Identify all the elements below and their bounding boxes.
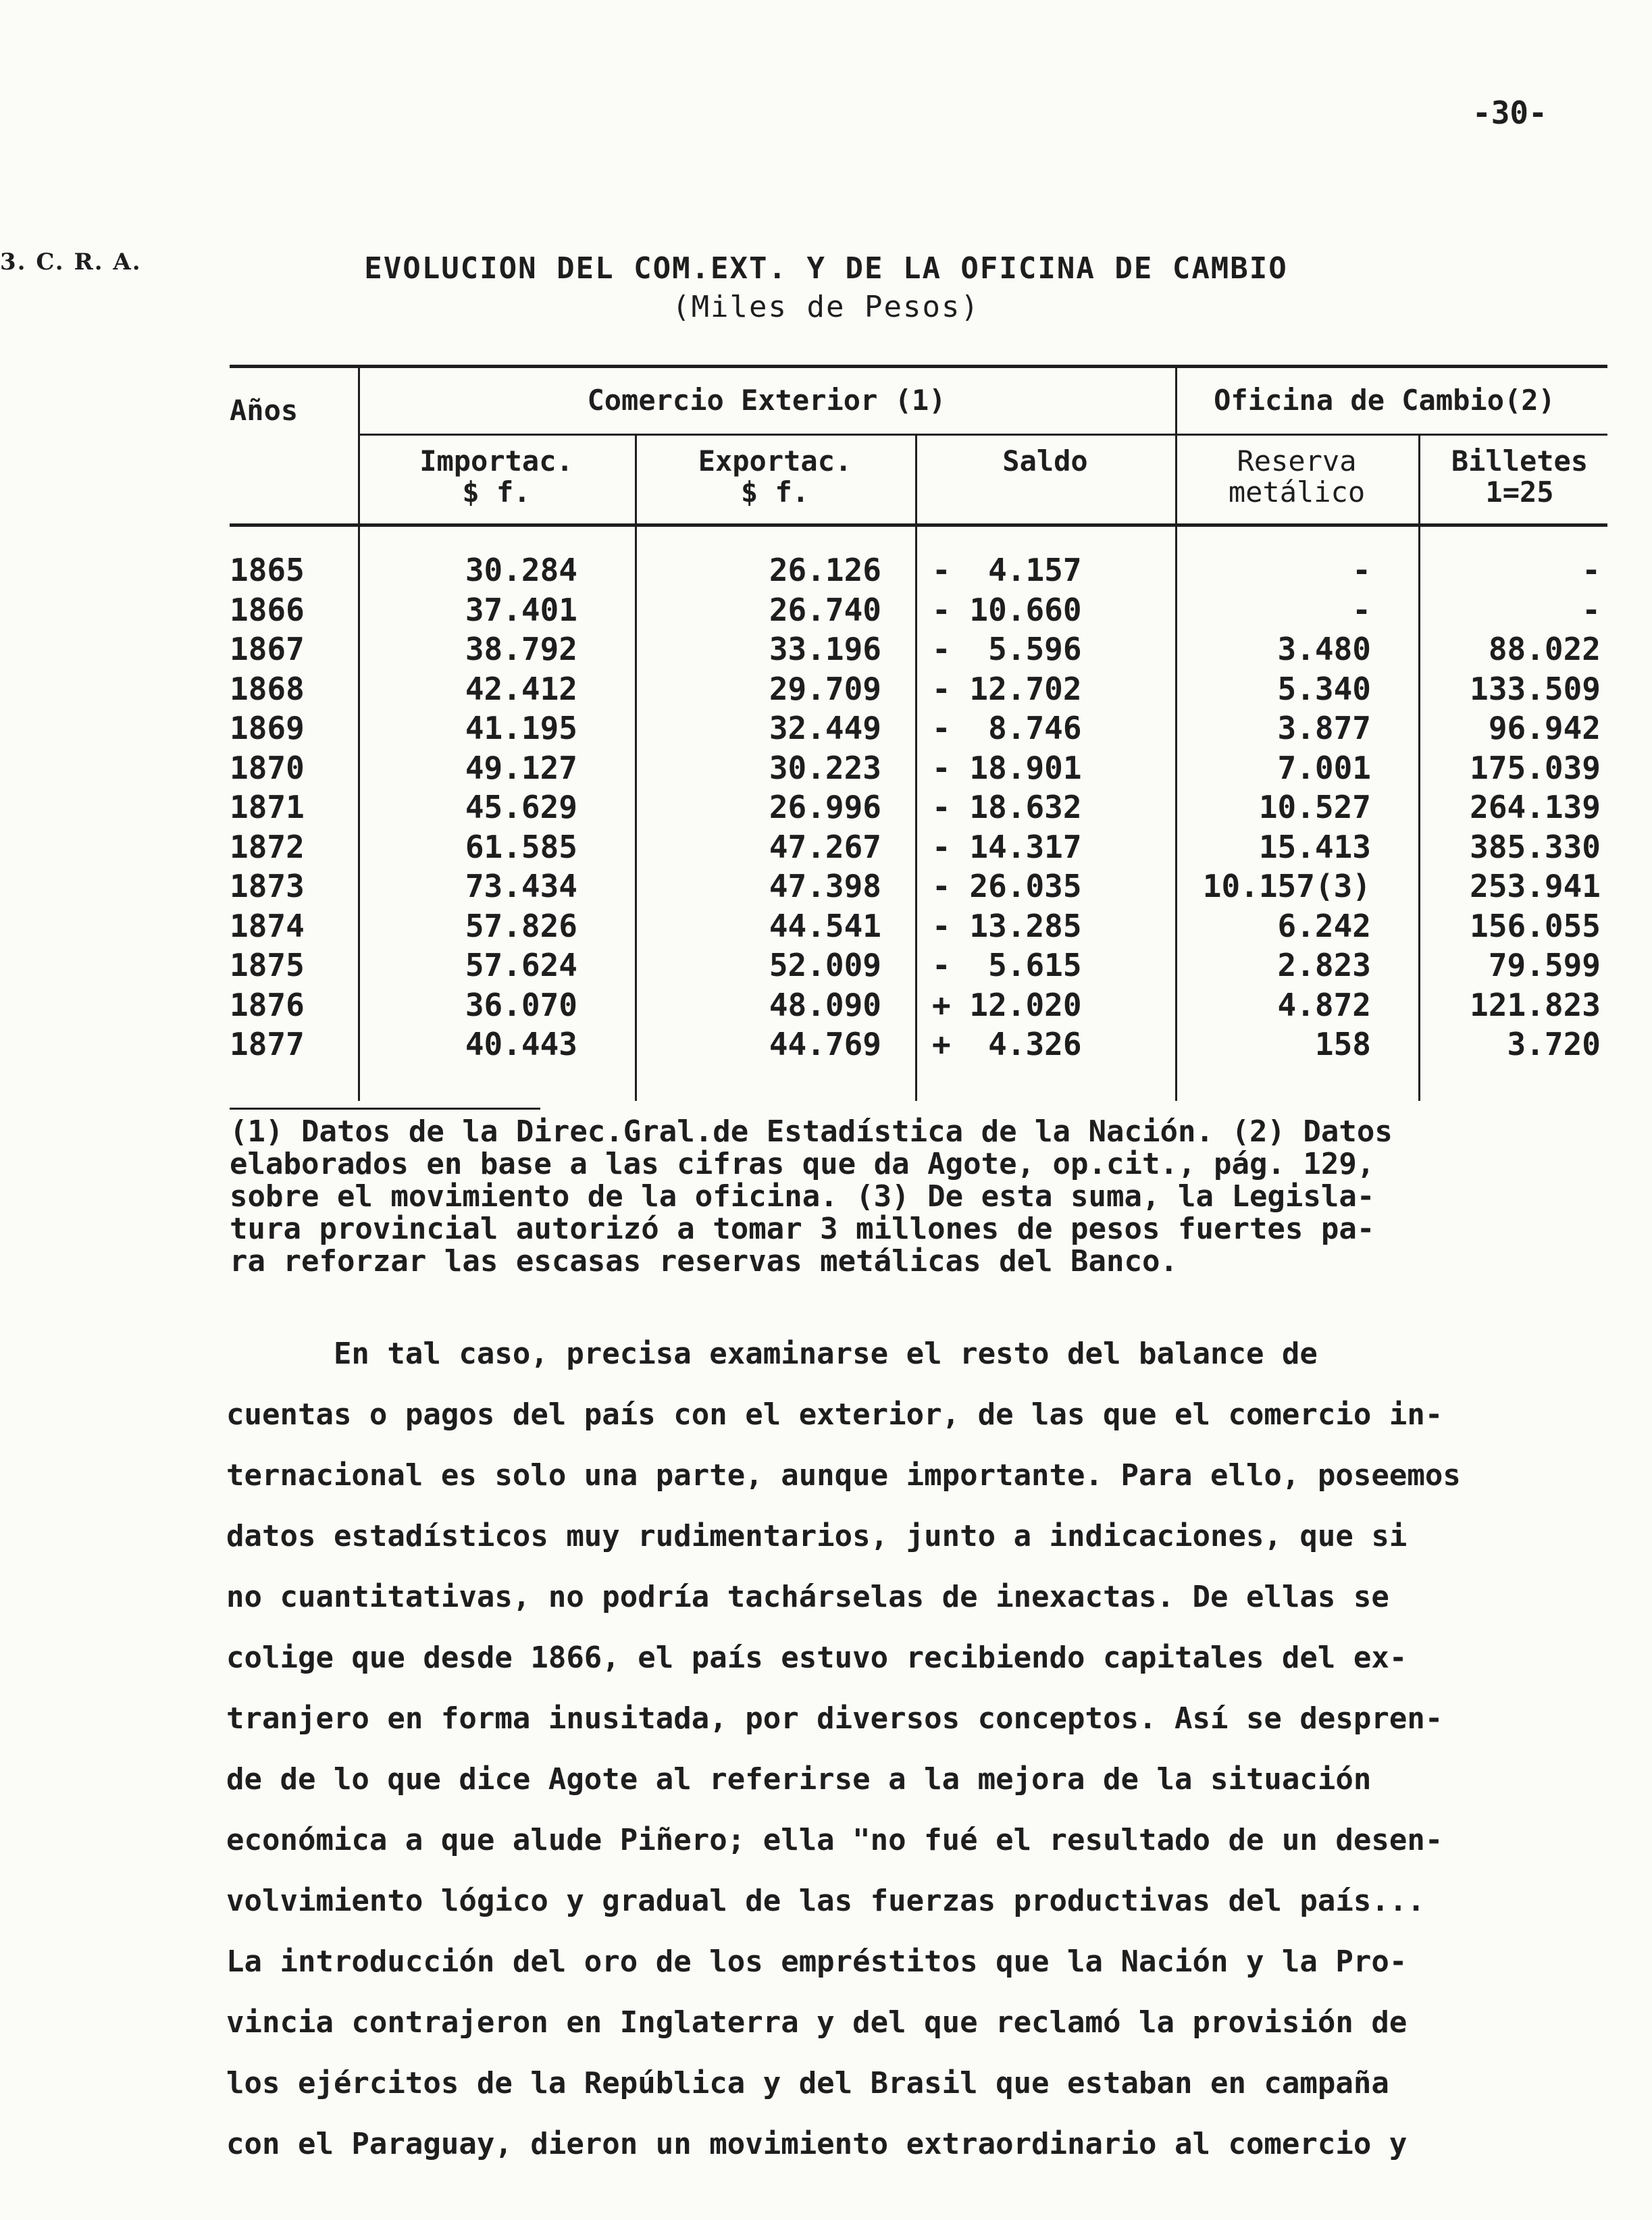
table-cell-saldo: - 26.035 — [932, 868, 1082, 904]
data-table — [230, 365, 1607, 1108]
table-cell-importac: 36.070 — [465, 986, 577, 1023]
table-cell-exportac: 30.223 — [769, 749, 881, 786]
table-cell-billetes: 96.942 — [1488, 710, 1601, 746]
table-cell-year: 1876 — [230, 986, 305, 1023]
table-cell-billetes: 264.139 — [1470, 789, 1601, 825]
title-line-2: (Miles de Pesos) — [672, 290, 980, 324]
title-line-1: EVOLUCION DEL COM.EXT. Y DE LA OFICINA DE CAMBIO — [364, 251, 1288, 286]
table-cell-importac: 42.412 — [465, 670, 577, 707]
header-years: Años — [230, 394, 299, 427]
table-cell-billetes: 88.022 — [1488, 631, 1601, 667]
table-cell-year: 1873 — [230, 868, 305, 904]
table-cell-importac: 30.284 — [465, 552, 577, 588]
table-cell-importac: 57.826 — [465, 907, 577, 944]
table-cell-reserva: 10.157(3) — [1202, 868, 1371, 904]
table-cell-saldo: - 13.285 — [932, 907, 1082, 944]
body-line: colige que desde 1866, el país estuvo recibiendo capitales del ex- — [226, 1641, 1408, 1675]
header-oficina-cambio: Oficina de Cambio(2) — [1214, 384, 1555, 417]
table-cell-importac: 37.401 — [465, 591, 577, 628]
body-line: no cuantitativas, no podría tachárselas de inexactas. De ellas se — [226, 1580, 1389, 1614]
table-cell-exportac: 26.740 — [769, 591, 881, 628]
header-comercio-exterior: Comercio Exterior (1) — [587, 384, 946, 417]
column-reserva — [1175, 550, 1371, 1064]
table-cell-importac: 57.624 — [465, 947, 577, 983]
table-cell-billetes: 133.509 — [1470, 670, 1601, 707]
table-cell-reserva: 6.242 — [1277, 907, 1371, 944]
table-cell-reserva: 158 — [1314, 1026, 1371, 1062]
table-cell-exportac: 47.398 — [769, 868, 881, 904]
table-cell-year: 1868 — [230, 670, 305, 707]
table-header-rule — [230, 523, 1607, 527]
table-cell-year: 1871 — [230, 789, 305, 825]
table-cell-year: 1866 — [230, 591, 305, 628]
body-line: los ejércitos de la República y del Brasil que estaban en campaña — [226, 2066, 1389, 2100]
table-cell-exportac: 26.126 — [769, 552, 881, 588]
body-line: ternacional es solo una parte, aunque importante. Para ello, poseemos — [226, 1458, 1461, 1493]
table-cell-saldo: + 4.326 — [932, 1026, 1082, 1062]
header-billetes: Billetes 1=25 — [1451, 444, 1589, 509]
table-cell-billetes: 175.039 — [1470, 749, 1601, 786]
footnote-line: ra reforzar las escasas reservas metálicas del Banco. — [230, 1244, 1178, 1279]
body-line: tranjero en forma inusitada, por diversos conceptos. Así se despren- — [226, 1701, 1443, 1736]
body-text — [226, 1324, 1645, 2175]
table-cell-billetes: - — [1582, 591, 1601, 628]
table-cell-saldo: - 12.702 — [932, 670, 1082, 707]
column-saldo — [932, 550, 1175, 1064]
table-cell-year: 1874 — [230, 907, 305, 944]
body-line: En tal caso, precisa examinarse el resto del balance de — [226, 1337, 1318, 1371]
body-line: datos estadísticos muy rudimentarios, junto a indicaciones, que si — [226, 1519, 1408, 1553]
column-importac — [361, 550, 577, 1064]
body-line: de de lo que dice Agote al referirse a la mejora de la situación — [226, 1762, 1372, 1797]
table-cell-billetes: - — [1582, 552, 1601, 588]
table-cell-exportac: 32.449 — [769, 710, 881, 746]
body-line: cuentas o pagos del país con el exterior, de las que el comercio in- — [226, 1397, 1443, 1432]
footnote-line: (1) Datos de la Direc.Gral.de Estadística de la Nación. (2) Datos — [230, 1114, 1393, 1149]
table-cell-reserva: 10.527 — [1258, 789, 1371, 825]
table-cell-exportac: 26.996 — [769, 789, 881, 825]
table-cell-importac: 40.443 — [465, 1026, 577, 1062]
table-cell-billetes: 253.941 — [1470, 868, 1601, 904]
table-cell-exportac: 52.009 — [769, 947, 881, 983]
table-cell-year: 1865 — [230, 552, 305, 588]
table-cell-saldo: - 18.632 — [932, 789, 1082, 825]
table-cell-exportac: 48.090 — [769, 986, 881, 1023]
table-cell-saldo: - 8.746 — [932, 710, 1082, 746]
table-cell-reserva: 3.877 — [1277, 710, 1371, 746]
body-line: vincia contrajeron en Inglaterra y del que reclamó la provisión de — [226, 2005, 1408, 2040]
table-cell-importac: 38.792 — [465, 631, 577, 667]
table-cell-year: 1869 — [230, 710, 305, 746]
table-cell-reserva: 2.823 — [1277, 947, 1371, 983]
table-cell-exportac: 29.709 — [769, 670, 881, 707]
body-line: La introducción del oro de los empréstitos que la Nación y la Pro- — [226, 1944, 1408, 1979]
header-saldo: Saldo — [1002, 444, 1088, 477]
header-reserva: Reserva metálico — [1228, 444, 1366, 509]
footnote-line: tura provincial autorizó a tomar 3 millones de pesos fuertes pa- — [230, 1212, 1375, 1246]
table-cell-year: 1877 — [230, 1026, 305, 1062]
body-line: con el Paraguay, dieron un movimiento extraordinario al comercio y — [226, 2127, 1408, 2161]
footnote-rule — [230, 1108, 540, 1110]
table-cell-year: 1870 — [230, 749, 305, 786]
table-cell-reserva: 3.480 — [1277, 631, 1371, 667]
table-cell-saldo: - 18.901 — [932, 749, 1082, 786]
table-cell-billetes: 121.823 — [1470, 986, 1601, 1023]
table-cell-year: 1872 — [230, 828, 305, 865]
column-years — [230, 550, 358, 1064]
column-exportac — [648, 550, 881, 1064]
body-line: económica a que alude Piñero; ella "no fué el resultado de un desen- — [226, 1823, 1443, 1857]
table-cell-saldo: - 4.157 — [932, 552, 1082, 588]
page-number: -30- — [1472, 95, 1547, 131]
table-cell-reserva: 7.001 — [1277, 749, 1371, 786]
table-cell-billetes: 79.599 — [1488, 947, 1601, 983]
table-cell-billetes: 156.055 — [1470, 907, 1601, 944]
table-cell-exportac: 47.267 — [769, 828, 881, 865]
table-cell-reserva: 4.872 — [1277, 986, 1371, 1023]
footnotes — [230, 1116, 1553, 1278]
table-cell-saldo: - 14.317 — [932, 828, 1082, 865]
table-cell-importac: 45.629 — [465, 789, 577, 825]
col-divider-imp — [635, 434, 637, 1101]
table-cell-saldo: + 12.020 — [932, 986, 1082, 1023]
col-divider-exp — [915, 434, 917, 1101]
table-cell-reserva: - — [1352, 591, 1371, 628]
table-cell-billetes: 3.720 — [1507, 1026, 1601, 1062]
table-cell-saldo: - 5.615 — [932, 947, 1082, 983]
column-billetes — [1418, 550, 1601, 1064]
table-cell-reserva: 5.340 — [1277, 670, 1371, 707]
table-top-rule — [230, 365, 1607, 368]
header-exportac: Exportac. $ f. — [698, 444, 852, 509]
margin-mark: 3. C. R. A. — [0, 249, 142, 276]
table-cell-saldo: - 5.596 — [932, 631, 1082, 667]
footnote-line: sobre el movimiento de la oficina. (3) De esta suma, la Legisla- — [230, 1179, 1375, 1214]
table-cell-importac: 49.127 — [465, 749, 577, 786]
table-cell-importac: 61.585 — [465, 828, 577, 865]
table-cell-billetes: 385.330 — [1470, 828, 1601, 865]
table-cell-saldo: - 10.660 — [932, 591, 1082, 628]
table-cell-exportac: 33.196 — [769, 631, 881, 667]
table-cell-importac: 73.434 — [465, 868, 577, 904]
table-cell-importac: 41.195 — [465, 710, 577, 746]
table-cell-exportac: 44.541 — [769, 907, 881, 944]
table-cell-reserva: - — [1352, 552, 1371, 588]
table-cell-year: 1867 — [230, 631, 305, 667]
table-cell-reserva: 15.413 — [1258, 828, 1371, 865]
footnote-line: elaborados en base a las cifras que da Agote, op.cit., pág. 129, — [230, 1147, 1375, 1181]
header-importac: Importac. $ f. — [419, 444, 573, 509]
table-cell-exportac: 44.769 — [769, 1026, 881, 1062]
body-line: volvimiento lógico y gradual de las fuerzas productivas del país... — [226, 1884, 1425, 1918]
table-title — [0, 251, 1652, 324]
table-cell-year: 1875 — [230, 947, 305, 983]
